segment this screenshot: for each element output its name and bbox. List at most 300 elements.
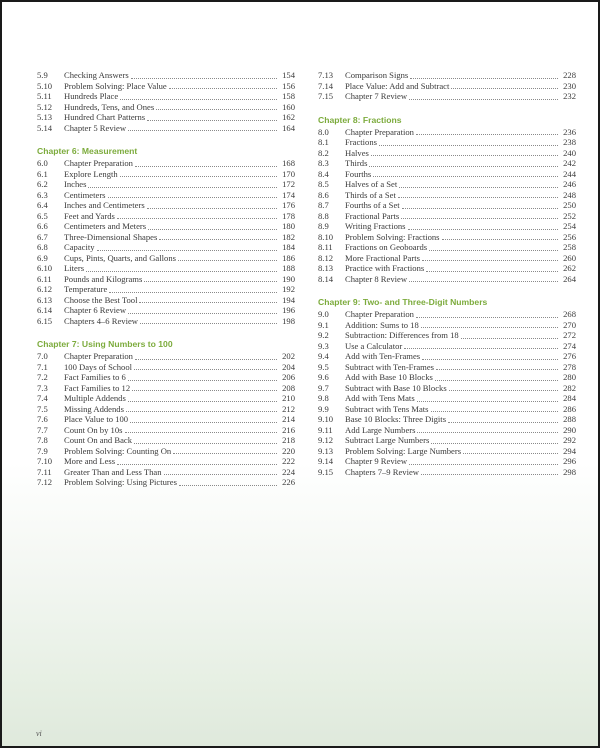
lesson-page: 296	[563, 456, 576, 466]
lesson-page: 226	[282, 477, 295, 487]
lesson-number: 9.10	[318, 414, 334, 424]
lesson-title: Subtract with Base 10 Blocks	[345, 382, 447, 393]
lesson-page: 224	[282, 466, 295, 477]
lesson-number: 6.5	[37, 210, 48, 221]
toc-section	[318, 114, 576, 285]
lesson-title: Add with Tens Mats	[345, 393, 415, 403]
toc-entry	[37, 477, 295, 488]
lesson-number: 7.15	[318, 91, 334, 101]
lesson-number: 9.0	[318, 309, 329, 319]
toc-entry	[318, 221, 576, 232]
dot-leader	[134, 368, 277, 370]
lesson-number: 6.0	[37, 158, 48, 168]
toc-entry	[318, 179, 576, 190]
lesson-page: 188	[282, 263, 295, 273]
toc-entry	[37, 190, 295, 201]
toc-entry	[37, 316, 295, 327]
lesson-number: 9.7	[318, 382, 329, 393]
lesson-title: Problem Solving: Place Value	[64, 80, 167, 91]
lesson-page: 274	[563, 340, 576, 351]
toc-entry	[318, 190, 576, 201]
toc-entry	[37, 242, 295, 253]
lesson-page: 292	[563, 435, 576, 445]
dot-leader	[404, 347, 558, 349]
dot-leader	[126, 410, 277, 412]
lesson-page: 228	[563, 70, 576, 80]
dot-leader	[179, 484, 277, 486]
toc-entry	[318, 341, 576, 352]
toc-entry	[318, 263, 576, 274]
lesson-page: 262	[563, 263, 576, 273]
lesson-title: Multiple Addends	[64, 393, 126, 403]
dot-leader	[109, 291, 277, 293]
lesson-number: 9.9	[318, 403, 329, 414]
lesson-page: 184	[282, 242, 295, 252]
dot-leader	[401, 217, 558, 219]
dot-leader	[128, 379, 277, 381]
toc-section	[37, 145, 295, 326]
dot-leader	[120, 175, 277, 177]
lesson-number: 9.3	[318, 340, 329, 351]
lesson-number: 7.0	[37, 351, 48, 361]
lesson-page: 284	[563, 393, 576, 403]
lesson-page: 190	[282, 273, 295, 284]
lesson-page: 260	[563, 252, 576, 263]
lesson-page: 220	[282, 445, 295, 456]
toc-entry	[318, 91, 576, 102]
dot-leader	[409, 280, 558, 282]
lesson-page: 288	[563, 414, 576, 424]
toc-entry	[318, 456, 576, 467]
dot-leader	[120, 98, 277, 100]
lesson-title: 100 Days of School	[64, 361, 133, 372]
lesson-title: Add with Ten-Frames	[345, 351, 421, 361]
lesson-page: 178	[282, 210, 295, 221]
lesson-title: Hundreds Place	[64, 91, 119, 101]
lesson-title: Fractional Parts	[345, 210, 400, 221]
chapter-heading: Chapter 7: Using Numbers to 100	[37, 339, 173, 349]
toc-entry	[37, 169, 295, 180]
lesson-page: 244	[563, 168, 576, 179]
toc-entry	[318, 211, 576, 222]
lesson-title: Checking Answers	[64, 70, 129, 80]
lesson-page: 208	[282, 382, 295, 393]
toc-entry	[318, 372, 576, 383]
dot-leader	[88, 186, 277, 188]
dot-leader	[426, 270, 558, 272]
dot-leader	[125, 431, 278, 433]
lesson-title: Problem Solving: Large Numbers	[345, 445, 462, 456]
lesson-number: 9.5	[318, 361, 329, 372]
toc-entry	[318, 330, 576, 341]
dot-leader	[451, 87, 558, 89]
toc-entry	[37, 123, 295, 134]
lesson-title: Three-Dimensional Shapes	[64, 231, 158, 242]
lesson-title: Fractions	[345, 137, 377, 147]
lesson-title: Chapters 7–9 Review	[345, 466, 419, 477]
lesson-page: 158	[282, 91, 295, 101]
lesson-page: 174	[282, 189, 295, 200]
lesson-number: 9.15	[318, 466, 334, 477]
lesson-page: 286	[563, 403, 576, 414]
lesson-title: Chapter 9 Review	[345, 456, 408, 466]
toc-entry	[318, 404, 576, 415]
lesson-page: 298	[563, 466, 576, 477]
toc-entry	[37, 284, 295, 295]
lesson-number: 9.14	[318, 456, 334, 466]
lesson-title: Inches	[64, 179, 87, 189]
chapter-heading: Chapter 6: Measurement	[37, 146, 138, 156]
lesson-page: 172	[282, 179, 295, 189]
toc-entry	[318, 158, 576, 169]
dot-leader	[422, 259, 558, 261]
toc-entry	[318, 362, 576, 373]
dot-leader	[131, 77, 277, 79]
toc-entry	[37, 435, 295, 446]
lesson-title: Fact Families to 6	[64, 372, 126, 382]
dot-leader	[416, 316, 558, 318]
lesson-number: 7.14	[318, 80, 334, 91]
lesson-page: 232	[563, 91, 576, 101]
lesson-number: 7.5	[37, 403, 48, 414]
dot-leader	[409, 463, 558, 465]
toc-entry	[318, 435, 576, 446]
toc-entry	[37, 81, 295, 92]
lesson-title: Pounds and Kilograms	[64, 273, 143, 284]
toc-entry	[318, 253, 576, 264]
toc-entry	[37, 179, 295, 190]
lesson-title: Problem Solving: Counting On	[64, 445, 172, 456]
toc-entry	[37, 274, 295, 285]
lesson-title: More and Less	[64, 456, 116, 466]
lesson-number: 7.12	[37, 477, 53, 487]
dot-leader	[132, 389, 277, 391]
toc-entry	[37, 295, 295, 306]
dot-leader	[128, 400, 277, 402]
lesson-page: 282	[563, 382, 576, 393]
lesson-page: 252	[563, 210, 576, 221]
lesson-number: 7.7	[37, 424, 48, 435]
dot-leader	[117, 217, 277, 219]
lesson-number: 8.6	[318, 189, 329, 200]
lesson-page: 268	[563, 309, 576, 319]
dot-leader	[140, 322, 277, 324]
lesson-number: 7.6	[37, 414, 48, 424]
lesson-title: Centimeters	[64, 189, 106, 200]
lesson-page: 264	[563, 273, 576, 284]
lesson-number: 8.13	[318, 263, 334, 273]
lesson-page: 238	[563, 137, 576, 147]
lesson-title: Add Large Numbers	[345, 424, 416, 435]
lesson-title: Thirds of a Set	[345, 189, 396, 200]
dot-leader	[178, 259, 277, 261]
lesson-page: 222	[282, 456, 295, 466]
lesson-number: 6.2	[37, 179, 48, 189]
lesson-number: 8.4	[318, 168, 329, 179]
lesson-title: Hundred Chart Patterns	[64, 112, 146, 122]
toc-entry	[37, 112, 295, 123]
lesson-page: 194	[282, 294, 295, 305]
lesson-title: Missing Addends	[64, 403, 124, 414]
lesson-title: Subtract Large Numbers	[345, 435, 430, 445]
lesson-number: 8.10	[318, 231, 334, 242]
dot-leader	[416, 133, 558, 135]
lesson-page: 254	[563, 221, 576, 231]
lesson-title: Add with Base 10 Blocks	[345, 372, 433, 382]
lesson-title: Count On and Back	[64, 435, 133, 445]
lesson-page: 248	[563, 189, 576, 200]
lesson-number: 7.8	[37, 435, 48, 445]
lesson-title: Writing Fractions	[345, 221, 406, 231]
toc-entry	[37, 211, 295, 222]
dot-leader	[402, 207, 558, 209]
lesson-page: 164	[282, 122, 295, 133]
toc-entry	[37, 456, 295, 467]
dot-leader	[139, 301, 277, 303]
lesson-page: 196	[282, 305, 295, 315]
lesson-page: 160	[282, 101, 295, 112]
toc-section	[37, 338, 295, 488]
lesson-title: Chapter 5 Review	[64, 122, 127, 133]
lesson-number: 6.6	[37, 221, 48, 231]
dot-leader	[461, 337, 558, 339]
lesson-title: Problem Solving: Fractions	[345, 231, 440, 242]
toc-entry	[318, 81, 576, 92]
toc-section	[37, 70, 295, 133]
lesson-page: 156	[282, 80, 295, 91]
lesson-number: 8.11	[318, 242, 333, 252]
dot-leader	[147, 119, 277, 121]
lesson-title: Practice with Fractions	[345, 263, 425, 273]
toc-entry	[37, 70, 295, 81]
lesson-title: Addition: Sums to 18	[345, 319, 419, 330]
lesson-title: Feet and Yards	[64, 210, 115, 221]
lesson-page: 154	[282, 70, 295, 80]
dot-leader	[159, 238, 277, 240]
dot-leader	[442, 238, 558, 240]
lesson-number: 6.11	[37, 273, 52, 284]
dot-leader	[134, 442, 277, 444]
lesson-number: 8.9	[318, 221, 329, 231]
lesson-title: Liters	[64, 263, 85, 273]
lesson-title: Chapter Preparation	[345, 309, 414, 319]
lesson-page: 206	[282, 372, 295, 382]
lesson-number: 7.3	[37, 382, 48, 393]
lesson-page: 240	[563, 147, 576, 158]
lesson-number: 8.0	[318, 126, 329, 137]
chapter-heading: Chapter 8: Fractions	[318, 114, 402, 125]
lesson-number: 5.9	[37, 70, 48, 80]
lesson-number: 6.12	[37, 284, 53, 294]
toc-entry	[318, 309, 576, 320]
dot-leader	[144, 280, 277, 282]
lesson-title: Choose the Best Tool	[64, 294, 138, 305]
dot-leader	[399, 186, 558, 188]
toc-entry	[37, 305, 295, 316]
dot-leader	[422, 358, 558, 360]
dot-leader	[117, 463, 277, 465]
lesson-page: 250	[563, 200, 576, 210]
dot-leader	[128, 129, 277, 131]
lesson-number: 6.10	[37, 263, 53, 273]
dot-leader	[371, 154, 558, 156]
dot-leader	[410, 77, 558, 79]
lesson-number: 8.5	[318, 179, 329, 189]
lesson-title: Chapter 8 Review	[345, 273, 408, 284]
lesson-page: 218	[282, 435, 295, 445]
lesson-title: Halves	[345, 147, 369, 158]
lesson-page: 192	[282, 284, 295, 294]
dot-leader	[130, 421, 277, 423]
lesson-page: 242	[563, 158, 576, 168]
toc-entry	[318, 242, 576, 253]
dot-leader	[373, 175, 558, 177]
toc-entry	[37, 253, 295, 264]
lesson-page: 186	[282, 252, 295, 263]
dot-leader	[435, 379, 558, 381]
lesson-title: Greater Than and Less Than	[64, 466, 162, 477]
lesson-number: 9.8	[318, 393, 329, 403]
lesson-number: 6.7	[37, 231, 48, 242]
lesson-title: Subtract with Tens Mats	[345, 403, 429, 414]
lesson-page: 170	[282, 168, 295, 179]
toc-left-column	[37, 70, 295, 488]
lesson-page: 210	[282, 393, 295, 403]
lesson-title: Chapter Preparation	[64, 158, 133, 168]
lesson-title: Temperature	[64, 284, 108, 294]
toc-entry	[318, 274, 576, 285]
lesson-title: Chapters 4–6 Review	[64, 315, 138, 326]
lesson-title: Hundreds, Tens, and Ones	[64, 101, 155, 112]
toc-entry	[37, 446, 295, 457]
lesson-title: Problem Solving: Using Pictures	[64, 477, 177, 487]
toc-entry	[37, 362, 295, 373]
lesson-title: Explore Length	[64, 168, 118, 179]
lesson-title: Chapter Preparation	[64, 351, 133, 361]
lesson-title: Base 10 Blocks: Three Digits	[345, 414, 447, 424]
lesson-number: 8.8	[318, 210, 329, 221]
toc-entry	[37, 200, 295, 211]
lesson-page: 270	[563, 319, 576, 330]
lesson-number: 7.4	[37, 393, 48, 403]
lesson-title: Chapter 7 Review	[345, 91, 408, 101]
lesson-number: 8.3	[318, 158, 329, 168]
lesson-page: 258	[563, 242, 576, 252]
lesson-title: Chapter Preparation	[345, 126, 414, 137]
lesson-number: 6.8	[37, 242, 48, 252]
dot-leader	[135, 165, 277, 167]
dot-leader	[421, 326, 558, 328]
toc-entry	[318, 148, 576, 159]
lesson-number: 5.12	[37, 101, 53, 112]
toc-entry	[318, 70, 576, 81]
dot-leader	[164, 473, 277, 475]
lesson-number: 6.15	[37, 315, 53, 326]
dot-leader	[449, 389, 558, 391]
lesson-number: 6.14	[37, 305, 53, 315]
lesson-page: 204	[282, 361, 295, 372]
lesson-page: 202	[282, 351, 295, 361]
toc-entry	[318, 467, 576, 478]
toc-entry	[318, 232, 576, 243]
dot-leader	[108, 196, 277, 198]
dot-leader	[429, 249, 558, 251]
lesson-page: 214	[282, 414, 295, 424]
lesson-page: 230	[563, 80, 576, 91]
dot-leader	[408, 228, 558, 230]
lesson-title: Chapter 6 Review	[64, 305, 127, 315]
lesson-page: 278	[563, 361, 576, 372]
dot-leader	[169, 87, 277, 89]
toc-entry	[37, 414, 295, 425]
lesson-number: 8.2	[318, 147, 329, 158]
toc-entry	[318, 446, 576, 457]
lesson-title: Place Value to 100	[64, 414, 129, 424]
lesson-number: 6.13	[37, 294, 53, 305]
page-number: vi	[36, 729, 42, 738]
lesson-title: Comparison Signs	[345, 70, 409, 80]
lesson-title: Fractions on Geoboards	[345, 242, 428, 252]
lesson-title: Fact Families to 12	[64, 382, 131, 393]
lesson-page: 168	[282, 158, 295, 168]
lesson-title: Fourths	[345, 168, 372, 179]
lesson-number: 7.13	[318, 70, 334, 80]
toc-entry	[37, 467, 295, 478]
dot-leader	[86, 270, 277, 272]
dot-leader	[431, 410, 559, 412]
lesson-page: 256	[563, 231, 576, 242]
toc-entry	[318, 393, 576, 404]
toc-entry	[37, 372, 295, 383]
dot-leader	[398, 196, 558, 198]
toc-entry	[37, 351, 295, 362]
lesson-title: Place Value: Add and Subtract	[345, 80, 450, 91]
lesson-number: 9.6	[318, 372, 329, 382]
dot-leader	[431, 442, 558, 444]
lesson-number: 8.1	[318, 137, 329, 147]
dot-leader	[128, 312, 277, 314]
dot-leader	[409, 98, 558, 100]
toc-entry	[37, 263, 295, 274]
toc-entry	[37, 393, 295, 404]
lesson-number: 7.10	[37, 456, 53, 466]
toc-entry	[37, 232, 295, 243]
toc-entry	[318, 127, 576, 138]
toc-entry	[318, 137, 576, 148]
lesson-title: Fourths of a Set	[345, 200, 400, 210]
lesson-page: 280	[563, 372, 576, 382]
toc-section	[318, 296, 576, 477]
toc-entry	[37, 102, 295, 113]
lesson-number: 9.12	[318, 435, 334, 445]
dot-leader	[173, 452, 277, 454]
dot-leader	[156, 108, 277, 110]
dot-leader	[147, 207, 277, 209]
lesson-number: 5.13	[37, 112, 53, 122]
lesson-number: 7.1	[37, 361, 48, 372]
dot-leader	[448, 421, 558, 423]
dot-leader	[379, 144, 558, 146]
toc-section	[318, 70, 576, 102]
toc-entry	[318, 200, 576, 211]
lesson-page: 294	[563, 445, 576, 456]
lesson-title: Capacity	[64, 242, 95, 252]
dot-leader	[97, 249, 277, 251]
lesson-page: 236	[563, 126, 576, 137]
dot-leader	[417, 400, 558, 402]
lesson-title: Count On by 10s	[64, 424, 123, 435]
lesson-title: More Fractional Parts	[345, 252, 420, 263]
